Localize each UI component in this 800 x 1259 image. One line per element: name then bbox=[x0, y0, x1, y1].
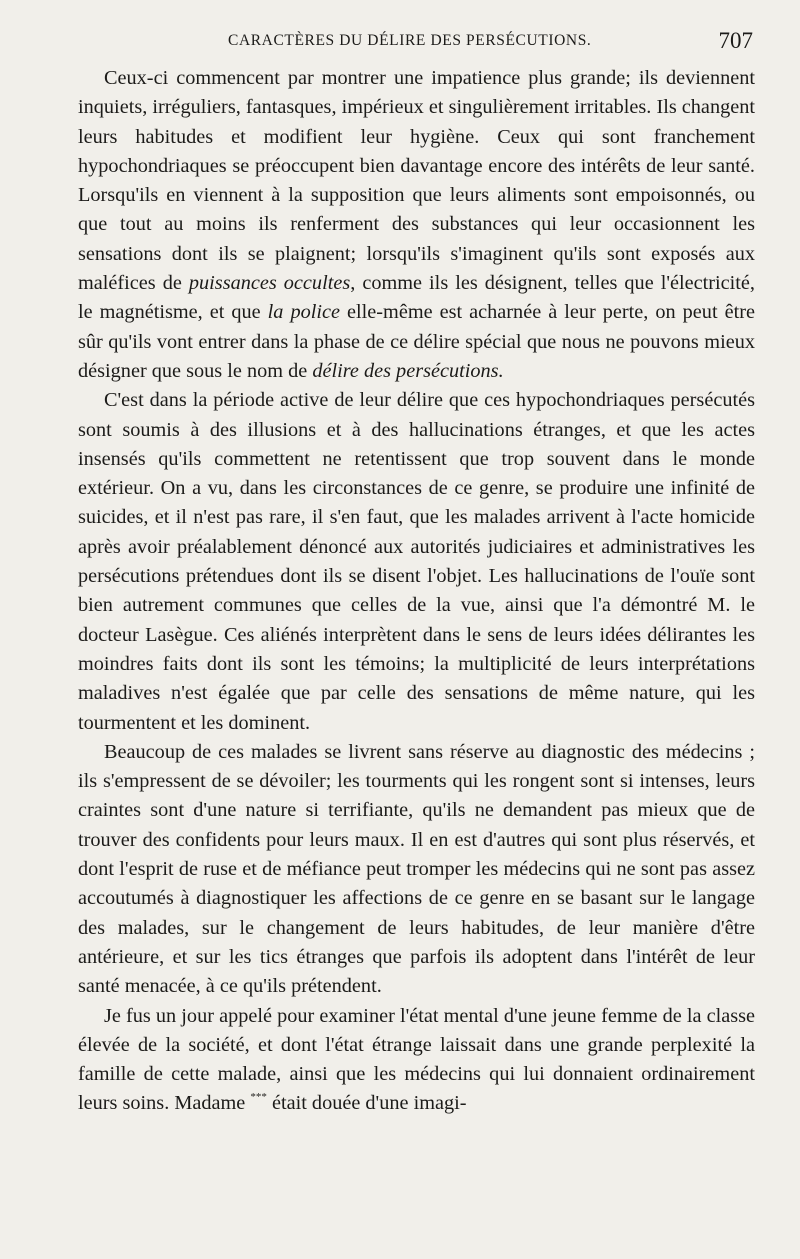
italic-puissances-occultes: puissances occultes bbox=[188, 272, 351, 295]
paragraph-4-text-a: Je fus un jour appelé pour examiner l'état mental d'une jeune femme de la classe élevée de la société, et dont l'état étrange laissait dans une grande perplexité la famille de cette malade, ainsi que les médecins qui lui donnaient ordinairement leurs soins. Madame bbox=[78, 1004, 755, 1115]
paragraph-2: C'est dans la période active de leur délire que ces hypochondriaques persécutés sont soumis à des illusions et à des hallucinations étranges, et que les actes insensés qu'ils commettent ne retentissent que trop souvent dans le monde extérieur. On a vu, dans les circonstances de ce genre, se produire une infinité de suicides, et il n'est pas rare, il s'en faut, que les malades arrivent à l'acte homicide après avoir préalablement dénoncé aux autorités judiciaires et administratives les persécutions prétendues dont ils se disent l'objet. Les hallucinations de l'ouïe sont bien autrement communes que celles de la vue, ainsi que l'a démontré M. le docteur Lasègue. Ces aliénés interprètent dans le sens de leurs idées délirantes les moindres faits dont ils sont les témoins; la multiplicité de leurs interprétations maladives n'est égalée que par celle des sensations de même nature, qui les tourmentent et les dominent. bbox=[78, 389, 755, 734]
italic-delire-des-persecutions: délire des persécutions. bbox=[312, 359, 504, 382]
body-text bbox=[78, 64, 755, 1119]
asterism-marker: *** bbox=[250, 1091, 267, 1104]
paragraph-4 bbox=[78, 1002, 755, 1119]
paragraph-1 bbox=[78, 64, 755, 386]
page-number: 707 bbox=[718, 28, 753, 53]
paragraph-1-text-a: Ceux-ci commencent par montrer une impatience plus grande; ils deviennent inquiets, irréguliers, fantasques, impérieux et singulièrement irritables. Ils changent leurs habitudes et modifient leur hygiène. Ceux qui sont franchement hypochondriaques se préoccupent bien davantage encore des intérêts de leur santé. Lorsqu'ils en viennent à la supposition que leurs aliments sont empoisonnés, ou que tout au moins ils renferment des substances qui leur occasionnent les sensations dont ils se plaignent; lorsqu'ils s'imaginent qu'ils sont exposés aux maléfices de bbox=[78, 67, 755, 295]
paragraph-1-text-b: , comme ils les désignent, telles que l'électricité, le magnétisme, et que bbox=[78, 272, 756, 324]
paragraph-3: Beaucoup de ces malades se livrent sans réserve au diagnostic des médecins ; ils s'empressent de se dévoiler; les tourments qui les rongent sont si intenses, leurs craintes sont d'une nature si terrifiante, qu'ils ne demandent pas mieux que de trouver des confidents pour leurs maux. Il en est d'autres qui sont plus réservés, et dont l'esprit de ruse et de méfiance peut tromper les médecins qui ne sont pas assez accoutumés à diagnostiquer les affections de ce genre en se basant sur le langage des malades, sur le changement de leurs habitudes, de leur manière d'être antérieure, et sur les tics étranges que parfois ils adoptent dans l'intérêt de leur santé menacée, à ce qu'ils prétendent. bbox=[78, 740, 755, 998]
paragraph-4-text-b: était douée d'une imagi- bbox=[266, 1092, 467, 1115]
paragraph-1-text-c: elle-même est acharnée à leur perte, on peut être sûr qu'ils vont entrer dans la phase de ce délire spécial que nous ne pouvons mieux désigner que sous le nom de bbox=[78, 301, 755, 382]
running-title: CARACTÈRES DU DÉLIRE DES PERSÉCUTIONS. bbox=[228, 32, 592, 49]
italic-la-police: la police bbox=[267, 301, 341, 324]
running-head bbox=[78, 28, 755, 62]
